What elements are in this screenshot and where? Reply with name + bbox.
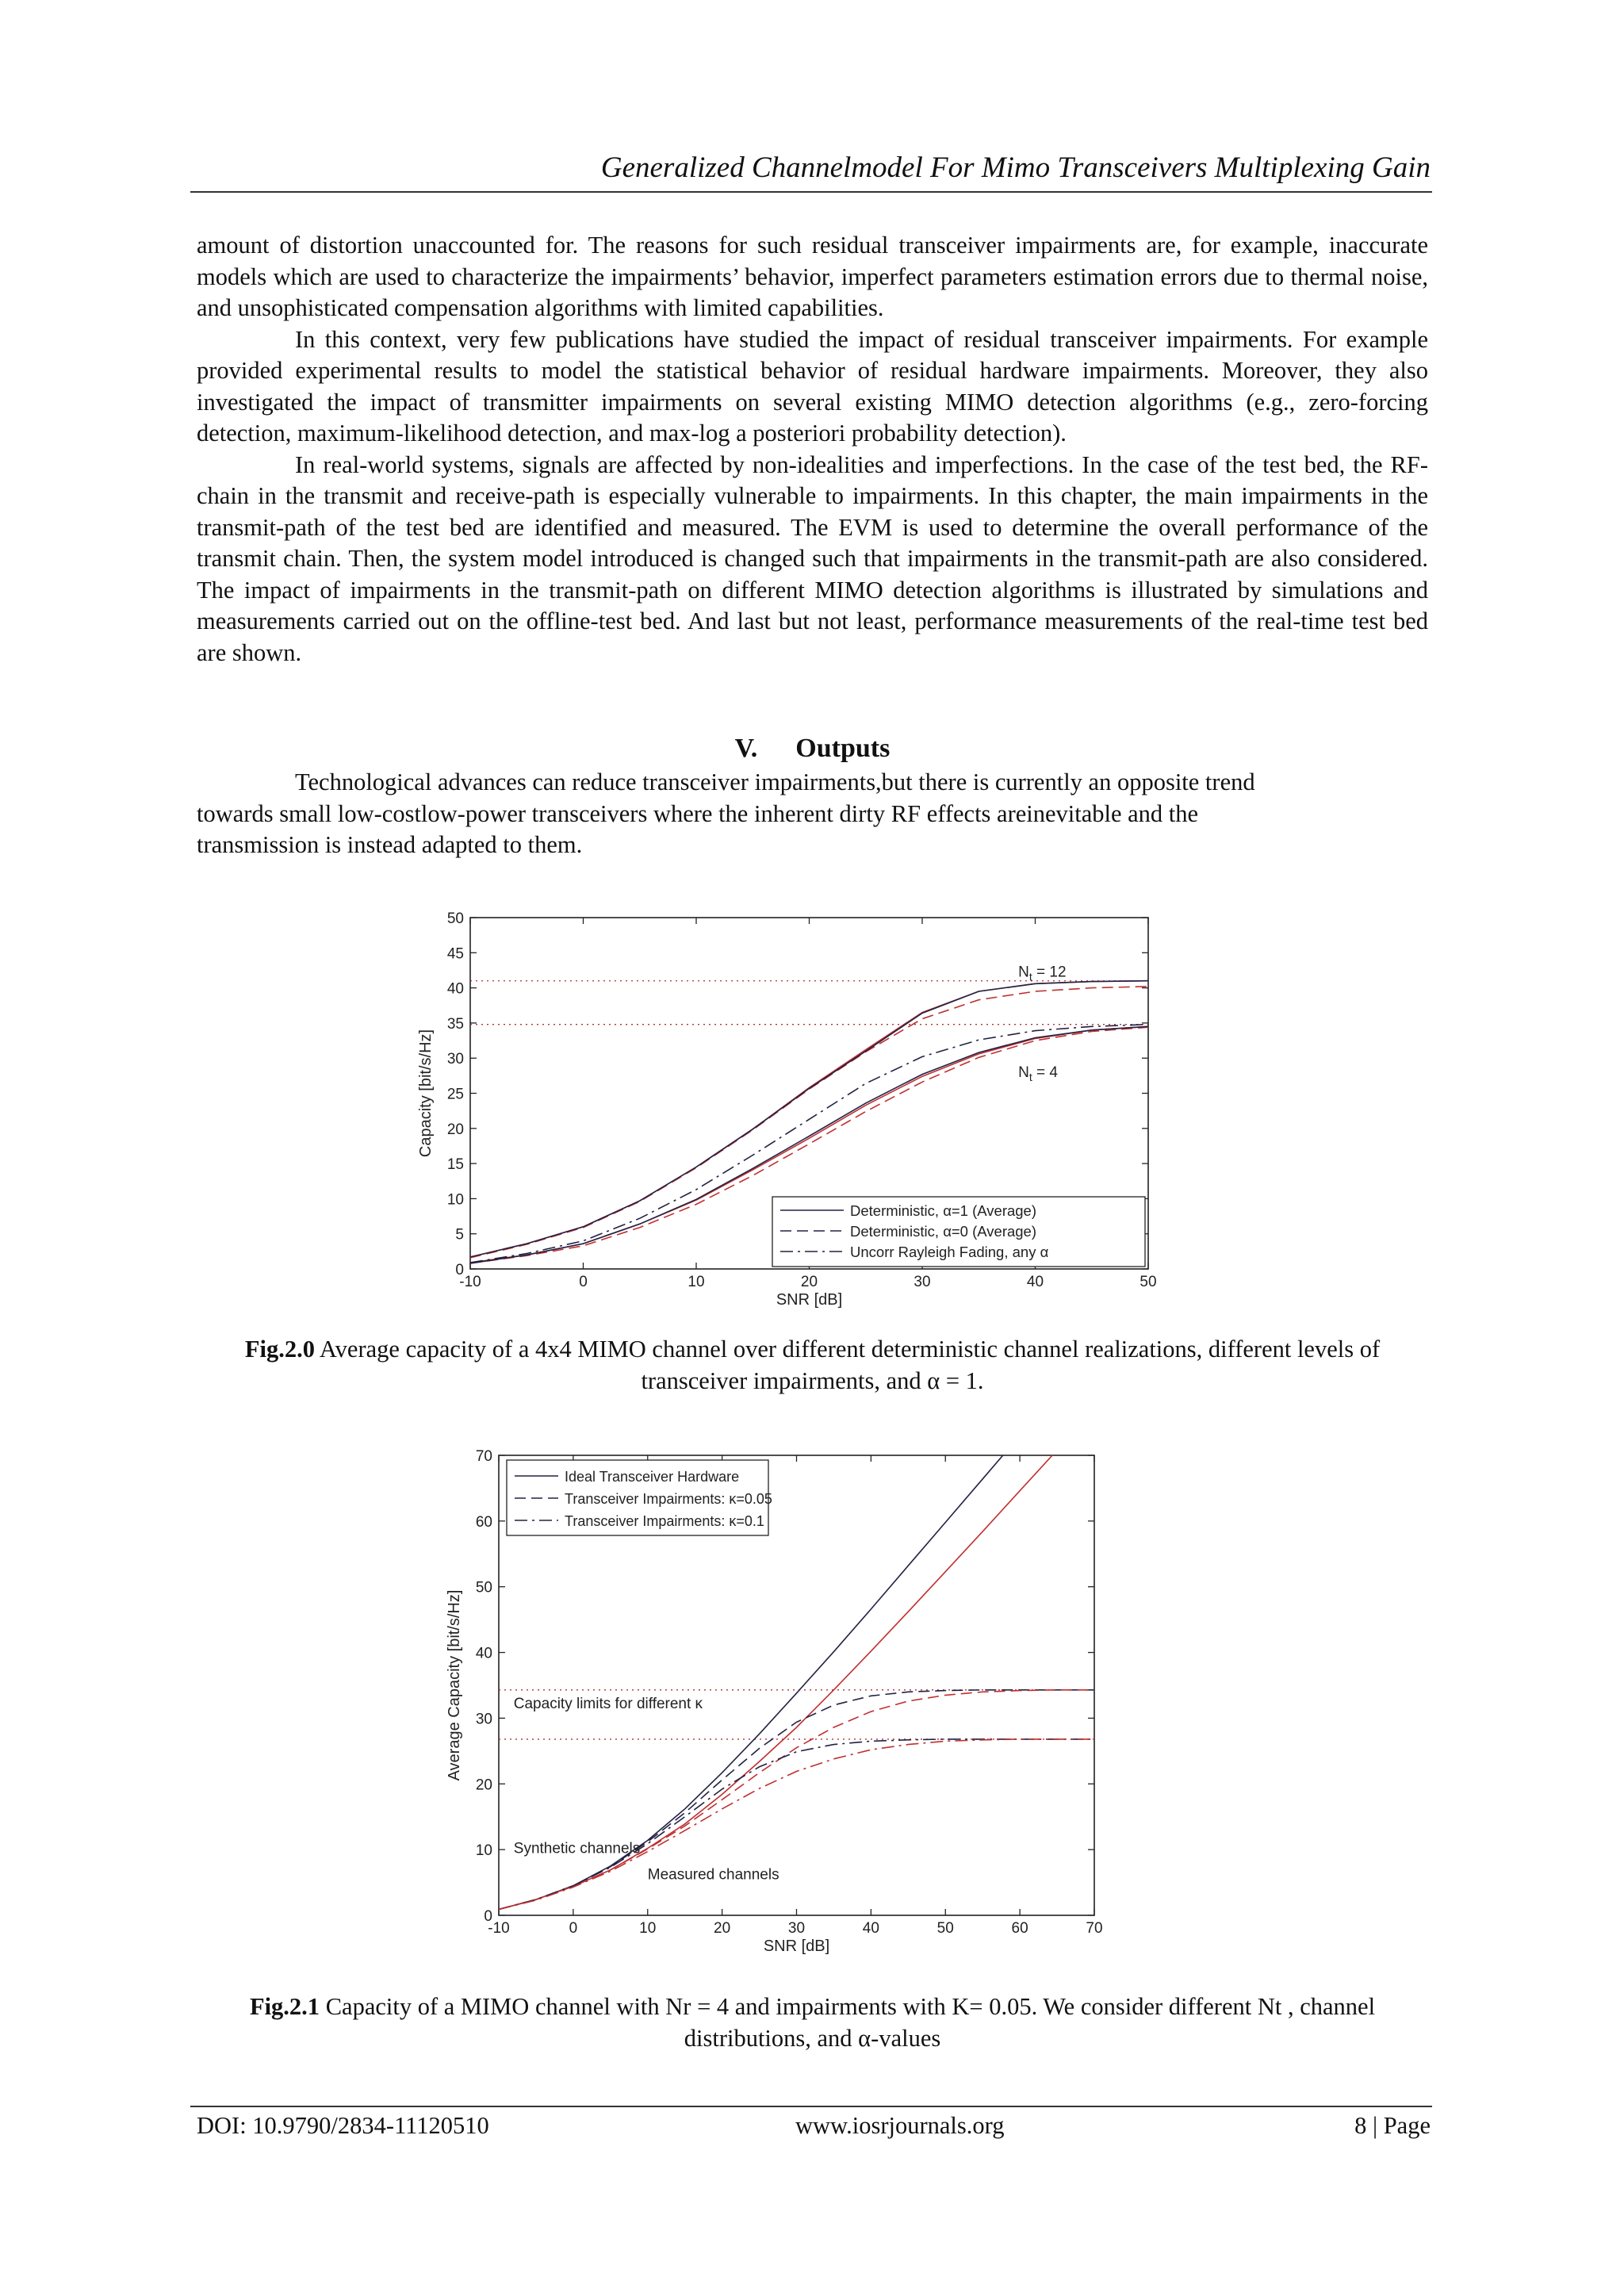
figure-2-0-label: Fig.2.0 [244, 1336, 315, 1363]
legend-entry: Transceiver Impairments: κ=0.05 [565, 1491, 772, 1507]
section-number: V. [734, 734, 758, 763]
y-axis-label: Capacity [bit/s/Hz] [417, 1029, 435, 1158]
footer-page: 8 | Page [1354, 2112, 1431, 2139]
figure-2-1-caption-text: Capacity of a MIMO channel with Nr = 4 and impairments with K= 0.05. We consider different Nt , channel distributions, and α-values [325, 1993, 1376, 2052]
figure-2-1-chart [440, 1439, 1122, 1979]
section-title: Outputs [795, 734, 891, 763]
section-line-3: transmission is instead adapted to them. [197, 831, 583, 858]
x-tick-label: 30 [787, 1920, 806, 1937]
y-tick-label: 35 [446, 1015, 464, 1033]
legend-entry: Ideal Transceiver Hardware [565, 1469, 740, 1485]
x-tick-label: 10 [688, 1274, 705, 1290]
x-tick-label: 20 [800, 1274, 818, 1290]
x-tick-label: 50 [936, 1920, 954, 1937]
footer-doi: DOI: 10.9790/2834-11120510 [197, 2112, 489, 2139]
x-tick-label: 60 [1011, 1920, 1028, 1937]
y-tick-label: 5 [455, 1226, 464, 1244]
figure-2-0-caption-text: Average capacity of a 4x4 MIMO channel over different deterministic channel realizations, different levels of transceiver impairments, and α = 1. [319, 1336, 1381, 1394]
y-tick-label: 15 [446, 1156, 464, 1174]
legend-entry: Deterministic, α=0 (Average) [850, 1223, 1037, 1240]
chart-annotation: Synthetic channels [513, 1840, 641, 1857]
footer-rule [190, 2106, 1432, 2107]
paragraph-1: amount of distortion unaccounted for. The reasons for such residual transceiver impairments are, for example, inaccurate models which are used to characterize the impairments’ behavior, imperfect parameters estimation errors due to thermal noise, and unsophisticated compensation algorithms with limited capabilities. [197, 232, 1428, 321]
x-tick-label: -10 [488, 1920, 510, 1937]
chart-annotation: Capacity limits for different κ [513, 1696, 703, 1712]
section-heading [197, 734, 1428, 764]
x-tick-label: 50 [1139, 1274, 1157, 1290]
y-tick-label: 20 [475, 1777, 492, 1794]
header-rule [190, 191, 1432, 193]
y-tick-label: 60 [475, 1513, 492, 1531]
x-tick-label: 20 [714, 1920, 731, 1937]
figure-2-0-chart [404, 900, 1166, 1313]
y-tick-label: 40 [475, 1645, 492, 1662]
x-tick-label: 0 [579, 1274, 588, 1290]
x-axis-label: SNR [dB] [763, 1938, 830, 1955]
legend-entry: Transceiver Impairments: κ=0.1 [565, 1513, 764, 1529]
y-axis-label: Average Capacity [bit/s/Hz] [446, 1589, 463, 1781]
curve-annotation: $N_t = 12$ [1018, 964, 1067, 983]
y-tick-label: 50 [446, 910, 464, 927]
y-tick-label: 30 [446, 1051, 464, 1068]
section-line-2: towards small low-costlow-power transceivers where the inherent dirty RF effects areinevitable and the [197, 799, 1199, 827]
y-tick-label: 45 [446, 945, 464, 963]
body-text [197, 230, 1428, 669]
paragraph-3: In real-world systems, signals are affected by non-idealities and imperfections. In the case of the test bed, the RF-chain in the transmit and receive-path is especially vulnerable to impairments. In this chapter, the main impairments in the transmit-path of the test bed are identified and measured. The EVM is used to determine the overall performance of the transmit chain. Then, the system model introduced is changed such that impairments in the transmit-path are also considered. The impact of impairments in the transmit-path on different MIMO detection algorithms is illustrated by simulations and measurements carried out on the offline-test bed. And last but not least, performance measurements of the real-time test bed are shown. [197, 450, 1428, 666]
curve-annotation: $N_t = 4$ [1018, 1064, 1058, 1084]
legend-entry: Uncorr Rayleigh Fading, any α [850, 1244, 1049, 1260]
x-tick-label: 70 [1086, 1920, 1103, 1937]
x-tick-label: -10 [459, 1274, 481, 1290]
x-tick-label: 40 [862, 1920, 879, 1937]
section-text [197, 767, 1428, 861]
x-tick-label: 0 [569, 1920, 578, 1937]
y-tick-label: 40 [446, 980, 464, 998]
figure-2-1-label: Fig.2.1 [249, 1993, 320, 2020]
x-axis-label: SNR [dB] [776, 1291, 843, 1309]
y-tick-label: 25 [446, 1086, 464, 1103]
y-tick-label: 70 [475, 1448, 492, 1465]
chart-annotation: Measured channels [647, 1866, 779, 1884]
y-tick-label: 20 [446, 1121, 464, 1138]
legend-entry: Deterministic, α=1 (Average) [850, 1202, 1037, 1219]
y-tick-label: 10 [446, 1191, 464, 1209]
x-tick-label: 10 [639, 1920, 657, 1937]
figure-2-0-caption [197, 1333, 1428, 1397]
y-tick-label: 0 [484, 1908, 492, 1925]
y-tick-label: 30 [475, 1711, 492, 1728]
x-tick-label: 40 [1026, 1274, 1044, 1290]
y-tick-label: 50 [475, 1579, 492, 1596]
running-header: Generalized Channelmodel For Mimo Transceivers Multiplexing Gain [600, 151, 1431, 184]
figure-2-1-caption [197, 1991, 1428, 2054]
y-tick-label: 0 [455, 1262, 464, 1278]
paragraph-2: In this context, very few publications have studied the impact of residual transceiver impairments. For example provided experimental results to model the statistical behavior of residual hardware impairments. Moreover, they also investigated the impact of transmitter impairments on several existing MIMO detection algorithms (e.g., zero-forcing detection, maximum-likelihood detection, and max-log a posteriori probability detection). [197, 325, 1428, 447]
x-tick-label: 30 [914, 1274, 931, 1290]
footer-site: www.iosrjournals.org [795, 2112, 1005, 2139]
section-line-1: Technological advances can reduce transceiver impairments,but there is currently an opposite trend [295, 769, 1255, 795]
y-tick-label: 10 [475, 1842, 492, 1860]
